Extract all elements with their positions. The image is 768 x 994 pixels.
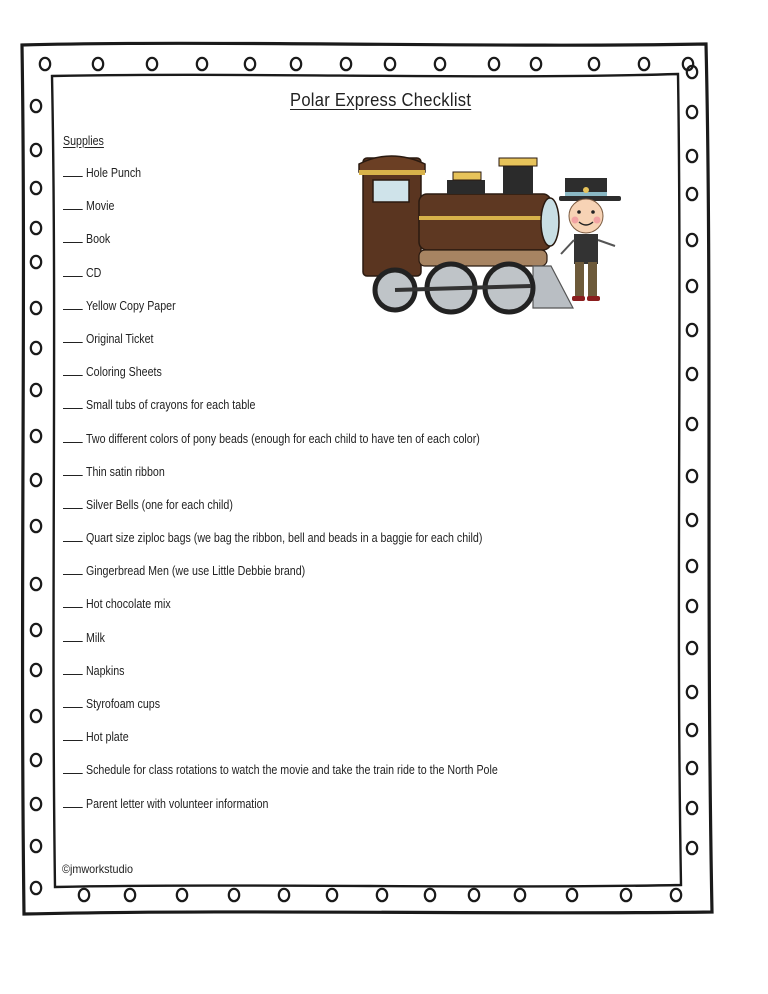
check-blank (63, 163, 83, 177)
checklist-item-label: Two different colors of pony beads (enough for each child to have ten of each color) (85, 430, 480, 446)
check-blank (63, 263, 83, 277)
border-ring (327, 889, 337, 901)
border-ring (31, 182, 41, 194)
checklist-item-label: Thin satin ribbon (85, 463, 165, 479)
border-ring (125, 889, 135, 901)
border-ring (639, 58, 649, 70)
border-ring (79, 889, 89, 901)
border-ring (687, 324, 697, 336)
border-ring (31, 520, 41, 532)
check-blank (63, 495, 83, 509)
border-ring (93, 58, 103, 70)
border-ring (687, 802, 697, 814)
border-ring (687, 234, 697, 246)
border-ring (31, 754, 41, 766)
checklist-item (63, 594, 498, 627)
border-ring (147, 58, 157, 70)
border-ring (31, 100, 41, 112)
border-ring (687, 418, 697, 430)
border-ring (435, 58, 445, 70)
border-ring (279, 889, 289, 901)
checklist-item (63, 329, 498, 362)
checklist-item-label: Milk (85, 629, 105, 645)
checklist-item (63, 495, 498, 528)
check-blank (63, 727, 83, 741)
border-ring (567, 889, 577, 901)
border-ring (687, 188, 697, 200)
checklist-item-label: Silver Bells (one for each child) (85, 496, 233, 512)
border-ring (589, 58, 599, 70)
check-blank (63, 628, 83, 642)
border-ring (687, 762, 697, 774)
border-ring (687, 642, 697, 654)
border-ring (31, 474, 41, 486)
border-ring (687, 514, 697, 526)
checklist-item (63, 628, 498, 661)
border-ring (687, 106, 697, 118)
border-ring (515, 889, 525, 901)
border-ring (229, 889, 239, 901)
checklist-item (63, 528, 498, 561)
border-ring (31, 384, 41, 396)
check-blank (63, 462, 83, 476)
border-ring (291, 58, 301, 70)
border-ring (31, 430, 41, 442)
border-ring (687, 280, 697, 292)
checklist-item (63, 694, 498, 727)
checklist-item-label: Book (85, 231, 111, 247)
border-ring (469, 889, 479, 901)
check-blank (63, 561, 83, 575)
checklist-item-label: Napkins (85, 662, 125, 678)
border-ring (489, 58, 499, 70)
checklist-item-label: Hot plate (85, 729, 129, 745)
border-ring (31, 256, 41, 268)
check-blank (63, 329, 83, 343)
checklist-item-label: Movie (85, 198, 115, 214)
border-ring (31, 710, 41, 722)
border-ring (31, 302, 41, 314)
checklist-item (63, 362, 498, 395)
check-blank (63, 395, 83, 409)
border-ring (687, 724, 697, 736)
border-ring (687, 842, 697, 854)
checklist-item (63, 395, 498, 428)
check-blank (63, 528, 83, 542)
checklist-item (63, 429, 498, 462)
checklist-item-label: Schedule for class rotations to watch the movie and take the train ride to the North Pole (85, 762, 498, 778)
border-ring (31, 144, 41, 156)
border-ring (177, 889, 187, 901)
checklist-item-label: Coloring Sheets (85, 364, 162, 380)
checklist-item (63, 727, 498, 760)
border-ring (197, 58, 207, 70)
border-ring (687, 470, 697, 482)
border-ring (31, 342, 41, 354)
border-ring (687, 600, 697, 612)
supplies-heading: Supplies (63, 133, 104, 148)
check-blank (63, 196, 83, 210)
check-blank (63, 429, 83, 443)
border-ring (687, 368, 697, 380)
border-ring (377, 889, 387, 901)
check-blank (63, 362, 83, 376)
check-blank (63, 694, 83, 708)
check-blank (63, 661, 83, 675)
checklist-item (63, 462, 498, 495)
border-ring (31, 578, 41, 590)
border-ring (687, 150, 697, 162)
border-ring (31, 840, 41, 852)
checklist-item-label: Styrofoam cups (85, 696, 161, 711)
border-ring (31, 664, 41, 676)
checklist-item-label: Hot chocolate mix (85, 596, 171, 612)
border-ring (341, 58, 351, 70)
checklist-item (63, 760, 498, 793)
checklist-item (63, 561, 498, 594)
train-and-conductor-icon (355, 150, 630, 315)
border-ring (687, 560, 697, 572)
checklist-item-label: Yellow Copy Paper (85, 297, 176, 313)
check-blank (63, 594, 83, 608)
checklist-item-label: Original Ticket (85, 330, 154, 346)
checklist-item (63, 661, 498, 694)
border-ring (385, 58, 395, 70)
border-ring (31, 798, 41, 810)
check-blank (63, 296, 83, 310)
border-ring (40, 58, 50, 70)
check-blank (63, 229, 83, 243)
border-ring (425, 889, 435, 901)
check-blank (63, 760, 83, 774)
border-ring (687, 686, 697, 698)
checklist-item-label: Parent letter with volunteer information (85, 795, 269, 811)
checklist-item-label: Small tubs of crayons for each table (85, 397, 256, 413)
border-ring (671, 889, 681, 901)
check-blank (63, 794, 83, 808)
copyright-watermark: ©jmworkstudio (62, 862, 133, 876)
page-title: Polar Express Checklist (290, 90, 472, 110)
border-ring (31, 624, 41, 636)
border-ring (31, 882, 41, 894)
checklist-item-label: Gingerbread Men (we use Little Debbie brand) (85, 563, 306, 579)
checklist-item-label: CD (85, 264, 102, 280)
border-ring (31, 222, 41, 234)
border-ring (245, 58, 255, 70)
border-ring (621, 889, 631, 901)
checklist-item (63, 794, 498, 827)
border-ring (531, 58, 541, 70)
checklist-item-label: Hole Punch (85, 165, 142, 180)
checklist-item-label: Quart size ziploc bags (we bag the ribbon, bell and beads in a baggie for each child) (85, 530, 483, 546)
